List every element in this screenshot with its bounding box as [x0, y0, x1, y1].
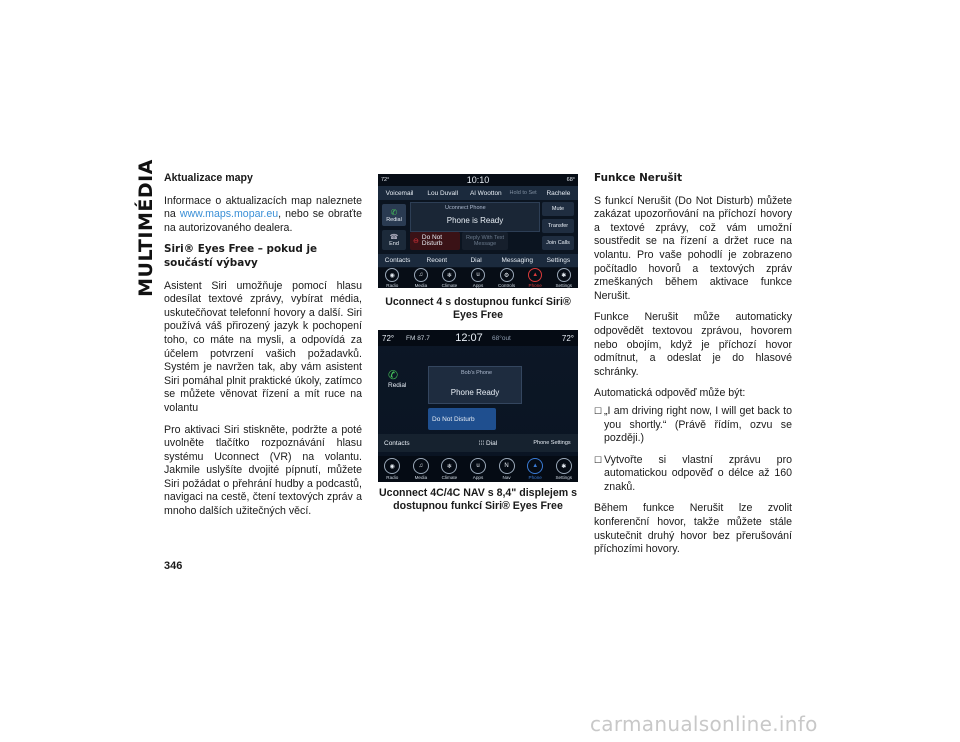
tab-rachele[interactable]: Rachele	[546, 189, 571, 197]
gear-icon: ✱	[557, 268, 571, 282]
reply-text-button[interactable]: Reply With Text Message	[462, 232, 508, 250]
tab-al-wootton[interactable]: Al Wootton	[470, 189, 502, 197]
apps-icon: u	[470, 458, 486, 474]
mute-button[interactable]: Mute	[542, 202, 574, 216]
nav-climate[interactable]: ❄ Climate	[435, 458, 464, 480]
dnd-icon: ⊖	[413, 238, 419, 245]
phone-icon: ✆	[390, 207, 398, 217]
uconnect4-screenshot	[378, 174, 578, 288]
nav-radio[interactable]: ◉ Radio	[378, 268, 407, 288]
section-tab: MULTIMÉDIA	[135, 159, 157, 297]
compass-icon: N	[499, 458, 515, 474]
hangup-icon: ☎	[389, 234, 399, 241]
nav-media[interactable]: ♫ Media	[407, 268, 436, 288]
temp-left: 72°	[381, 177, 390, 183]
paragraph-siri-activation: Pro aktivaci Siri stiskněte, podržte a poté uvolněte tlačítko rozpoznávání hlasu systému Uconnect (VR) na volantu. Jakmile uslyšíte dvojité pípnutí, můžete Siri požádat o přehrání hudby a podcastů, navigaci na cestě, čtení textových zpráv a mnoho dalších užitečných věcí.	[164, 423, 362, 518]
nav-apps[interactable]: u Apps	[464, 268, 493, 288]
right-column	[594, 172, 792, 565]
nav-phone[interactable]: ▲ Phone	[521, 268, 550, 288]
outside-temp: 68°out	[492, 334, 511, 342]
music-icon: ♫	[414, 268, 428, 282]
tab-hold-to-set[interactable]: Hold to Set	[509, 190, 537, 196]
heading-map-update: Aktualizace mapy	[164, 172, 253, 184]
temp-right: 72°	[561, 333, 574, 343]
maps-link[interactable]: www.maps.mopar.eu	[179, 208, 279, 221]
uconnect4c-screenshot	[378, 330, 578, 482]
nav-nav[interactable]: N Nav	[492, 458, 521, 480]
nav-radio[interactable]: ◉ Radio	[378, 458, 407, 480]
tab-lou-duvall[interactable]: Lou Duvall	[427, 189, 459, 197]
menu-dial[interactable]: Dial	[470, 257, 482, 264]
music-icon: ♫	[413, 458, 429, 474]
do-not-disturb-button[interactable]: ⊖ Do Not Disturb	[410, 232, 460, 250]
dial-button[interactable]: ⁞⁞⁞ Dial	[478, 439, 498, 447]
do-not-disturb-button[interactable]: Do Not Disturb	[428, 408, 496, 430]
contacts-button[interactable]: Contacts	[384, 439, 410, 447]
climate-icon: ❄	[442, 268, 456, 282]
list-item: ☐ Vytvořte si vlastní zprávu pro automatickou odpověď o délce až 160 znaků.	[594, 453, 792, 493]
phone-status-panel: Uconnect Phone Phone is Ready	[410, 202, 540, 232]
tab-voicemail[interactable]: Voicemail	[385, 189, 414, 197]
caption-uconnect4c: Uconnect 4C/4C NAV s 8,4" displejem s dostupnou funkcí Siri® Eyes Free	[379, 487, 577, 512]
paragraph-conference: Během funkce Nerušit lze zvolit konferenční hovor, takže můžete stále uskutečnit druhý hovor bez přerušování příchozími hovory.	[594, 502, 792, 556]
nav-settings[interactable]: ✱ Settings	[549, 458, 578, 480]
keypad-icon: ⁞⁞⁞	[478, 439, 487, 447]
phone-settings-button[interactable]: Phone Settings	[533, 440, 571, 446]
nav-media[interactable]: ♫ Media	[407, 458, 436, 480]
caption-uconnect4: Uconnect 4 s dostupnou funkcí Siri® Eyes Free	[385, 296, 571, 321]
clock: 12:07	[455, 332, 483, 344]
clock: 10:10	[466, 175, 490, 185]
phone-status-panel: Bob's Phone Phone Ready	[428, 366, 522, 404]
phone-icon: ✆	[388, 367, 399, 382]
join-calls-button[interactable]: Join Calls	[542, 236, 574, 250]
temp-left: 72°	[382, 333, 395, 343]
gear-icon: ✱	[556, 458, 572, 474]
page-number: 346	[164, 560, 183, 572]
heading-do-not-disturb: Funkce Nerušit	[594, 172, 683, 184]
paragraph-dnd-auto: Funkce Nerušit může automaticky odpovědět textovou zprávou, hovorem nebo obojím, když je příchozí hovor odmítnut, a odeslat je do hlasové schránky.	[594, 311, 792, 378]
controls-icon: ⚙	[500, 268, 514, 282]
apps-icon: u	[471, 268, 485, 282]
temp-right: 68°	[566, 177, 575, 183]
radio-station: FM 87.7	[406, 334, 430, 342]
watermark: carmanualsonline.info	[590, 712, 818, 736]
menu-recent[interactable]: Recent	[426, 257, 448, 264]
nav-climate[interactable]: ❄ Climate	[435, 268, 464, 288]
phone-signal-icon: ▲	[528, 268, 542, 282]
left-column	[164, 172, 362, 527]
paragraph-siri-intro: Asistent Siri umožňuje pomocí hlasu odesílat textové zprávy, vybírat média, uskutečňovat telefonní hovory a další. Siri používá váš přirozený jazyk k pochopení toho, co máte na mysli, a odpovídá za účelem potvrzení vašich požadavků. Systém je navržen tak, aby vám asistent Siri pomáhal plnit praktické úkoly, zatímco se můžete věnovat řízení a mít ruce na volantu	[164, 279, 362, 414]
heading-siri: Siri® Eyes Free – pokud je součástí výbavy	[164, 243, 318, 269]
transfer-button[interactable]: Transfer	[542, 219, 574, 233]
paragraph-dnd-intro: S funkcí Nerušit (Do Not Disturb) můžete zakázat upozorňování na příchozí hovory a textové zprávy, což vám umožní soustředit se na řízení a držet ruce na volantu. Pro vaše pohodlí je zobrazeno počítadlo hovorů a textových zpráv zmeškaných během aktivace funkce Nerušit.	[594, 194, 792, 302]
menu-contacts[interactable]: Contacts	[384, 257, 411, 264]
phone-signal-icon: ▲	[527, 458, 543, 474]
end-button[interactable]: ☎ End	[382, 230, 406, 250]
list-item: ☐ „I am driving right now, I will get back to you shortly.“ (Právě řídím, ozvu se později.)	[594, 404, 792, 445]
menu-settings[interactable]: Settings	[546, 257, 571, 264]
paragraph-map-info: Informace o aktualizacích map naleznete na www.maps.mopar.eu, nebo se obraťte na autorizovaného dealera.	[164, 194, 362, 234]
checkbox-bullet-icon: ☐	[594, 454, 603, 465]
nav-apps[interactable]: u Apps	[464, 458, 493, 480]
nav-phone[interactable]: ▲ Phone	[521, 458, 550, 480]
redial-button[interactable]: ✆ Redial	[382, 204, 406, 226]
radio-icon: ◉	[385, 268, 399, 282]
checkbox-bullet-icon: ☐	[594, 405, 603, 416]
nav-controls[interactable]: ⚙ Controls	[492, 268, 521, 288]
redial-button[interactable]: ✆ Redial	[388, 367, 407, 389]
paragraph-auto-reply: Automatická odpověď může být:	[594, 387, 746, 400]
radio-icon: ◉	[384, 458, 400, 474]
nav-settings[interactable]: ✱ Settings	[549, 268, 578, 288]
menu-messaging[interactable]: Messaging	[501, 257, 533, 264]
climate-icon: ❄	[441, 458, 457, 474]
